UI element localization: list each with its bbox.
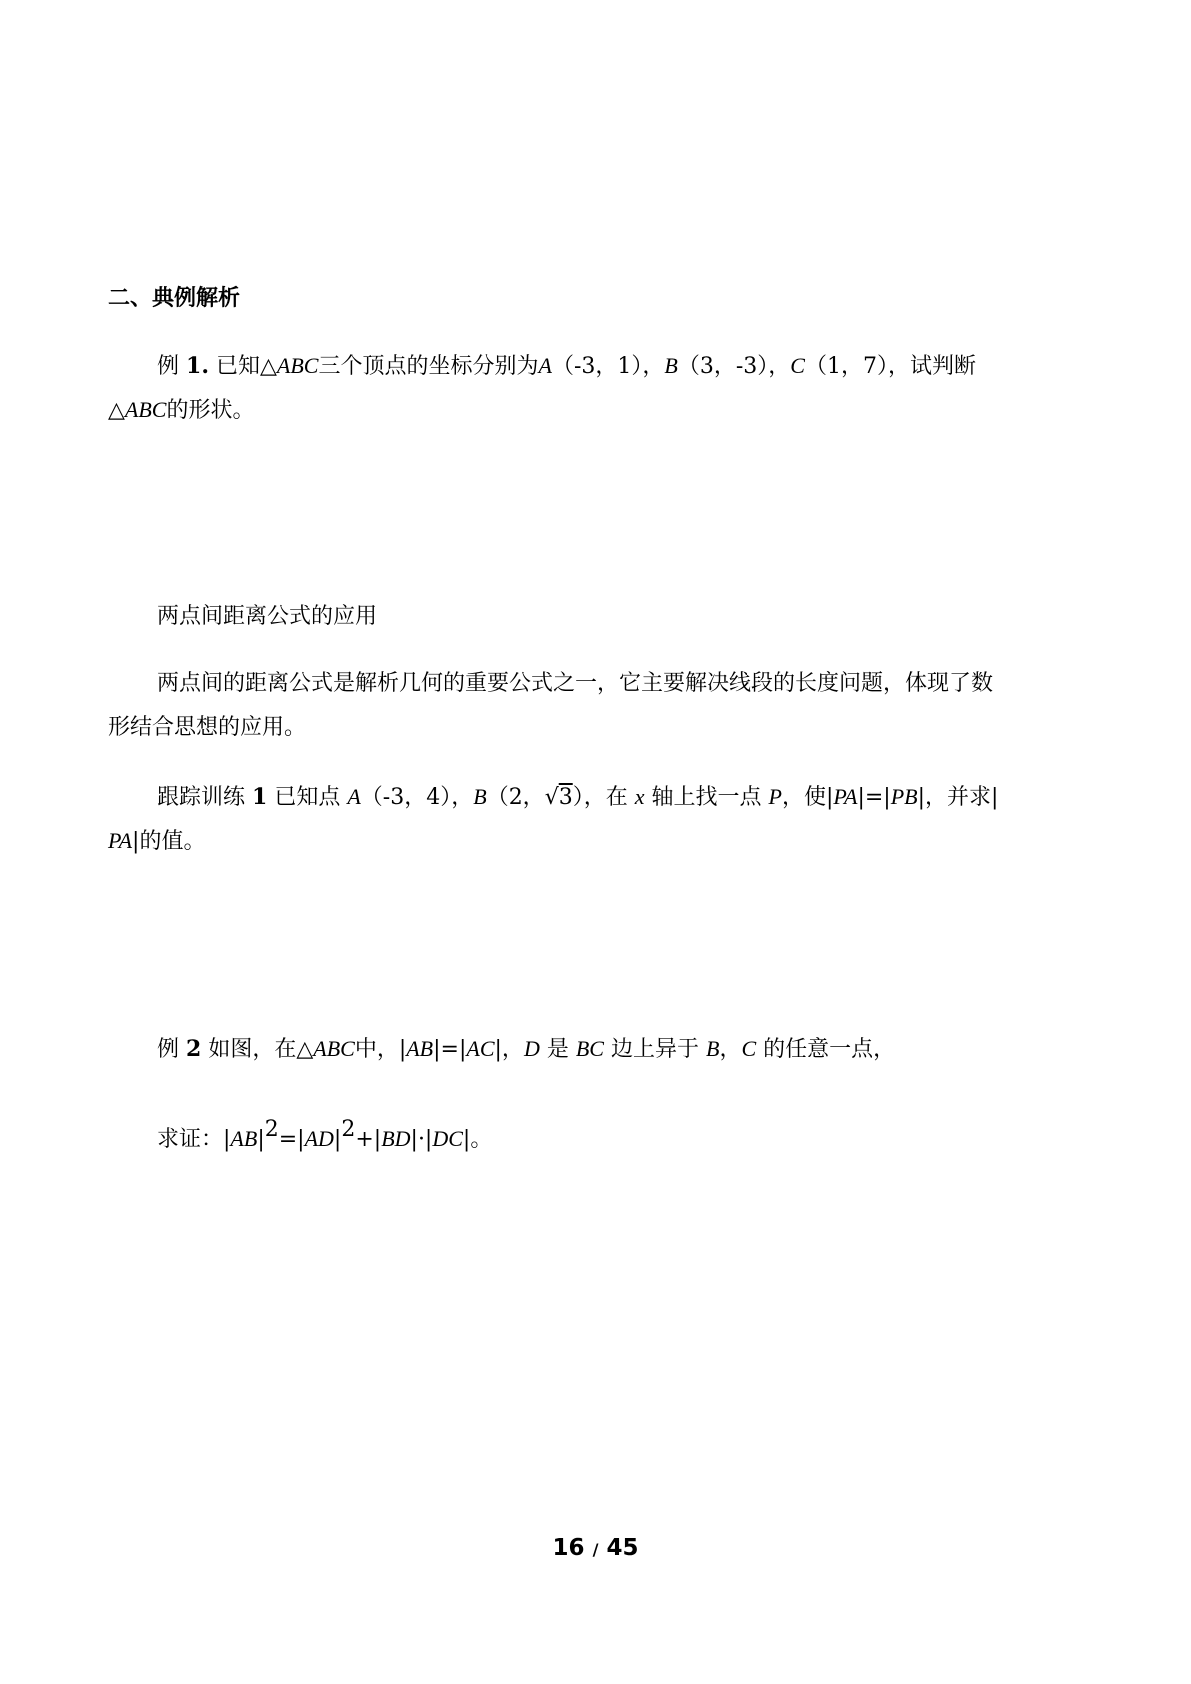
equals: |=| [433,1037,467,1062]
segment-dc: DC [432,1126,463,1151]
practice-text: 轴上找一点 [651,785,762,810]
exponent: 2 [264,1117,279,1142]
equals: |=| [857,785,891,810]
example-1-label: 例 [157,354,180,379]
abs-bar: |。 [462,1127,493,1152]
plus: +| [355,1127,382,1152]
segment-ac: AC [466,1036,495,1061]
sqrt-3 [545,783,573,813]
section-heading: 二、典例解析 [108,286,241,311]
example-1-line-2 [108,395,255,426]
segment-ab: AB [230,1126,258,1151]
practice-text: 已知点 [274,785,341,810]
triangle-name: ABC [124,397,167,422]
triangle-symbol: △ [108,398,125,423]
point-b: B [705,1036,720,1061]
abs-bar: | [257,1127,265,1152]
practice-text: ，使| [781,785,834,810]
segment-pb: PB [890,784,918,809]
example-2-text: 是 [546,1037,569,1062]
comma: ， [719,1037,742,1062]
point-b: B [473,784,487,809]
topic-desc-line-1: 两点间的距离公式是解析几何的重要公式之一，它主要解决线段的长度问题，体现了数 [157,671,994,696]
example-1-dot: . [201,353,209,379]
point-b-coord: （3，-3）， [677,354,791,379]
example-2-label: 例 [157,1037,180,1062]
point-c-coord: （1，7），试判断 [804,354,976,379]
radical-sign: √ [544,785,559,810]
example-1-number: 1 [186,353,202,379]
triangle-name: ABC [276,353,319,378]
point-a: A [347,784,361,809]
point-a: A [538,353,552,378]
total-pages: 45 [606,1535,639,1561]
segment-pa: PA [108,828,133,853]
triangle-name: ABC [313,1036,355,1061]
proof-label: 求证：| [157,1127,231,1152]
practice-label: 跟踪训练 [157,785,246,810]
radicand: 3 [558,785,573,810]
current-page: 16 [552,1535,585,1561]
example-2-text: 中，| [354,1037,407,1062]
example-2-text: 的任意一点， [763,1037,896,1062]
practice-number: 1 [252,784,268,810]
page-number [0,1535,1191,1561]
segment-pa: PA [833,784,858,809]
example-2-line [157,1034,895,1065]
exponent: 2 [341,1117,356,1142]
practice-text: |的值。 [132,829,206,854]
point-p: P [768,784,782,809]
practice-text: |，并求| [917,785,999,810]
topic-title: 两点间距离公式的应用 [157,604,378,629]
practice-1-line-1 [157,782,998,813]
proof-line [157,1117,493,1155]
practice-text: ），在 [572,785,628,810]
practice-1-line-2 [108,826,205,857]
topic-desc-line-2: 形结合思想的应用。 [108,715,307,740]
example-1-line-1 [157,351,976,382]
segment-ab: AB [406,1036,434,1061]
times: |·| [410,1127,433,1152]
abs-bar: | [333,1127,342,1152]
example-1-text: 三个顶点的坐标分别为 [318,354,539,379]
point-d: D [523,1036,540,1061]
segment-bd: BD [381,1126,411,1151]
point-a-coord: （-3，1）， [551,354,665,379]
example-2-text: |， [494,1037,524,1062]
point-b: B [664,353,678,378]
example-2-text: 边上异于 [610,1037,699,1062]
x-variable: x [634,784,645,809]
example-1-text: 已知△ [216,354,277,379]
example-1-text: 的形状。 [166,398,255,423]
example-2-number: 2 [186,1036,202,1062]
point-b-coord: （2， [486,785,545,810]
point-c: C [741,1036,757,1061]
point-a-coord: （-3，4）， [360,785,474,810]
example-2-text: 如图，在△ [208,1037,314,1062]
segment-bc: BC [575,1036,604,1061]
segment-ad: AD [304,1126,334,1151]
page-separator: / [592,1540,599,1559]
point-c: C [790,353,805,378]
equals: =| [278,1127,305,1152]
